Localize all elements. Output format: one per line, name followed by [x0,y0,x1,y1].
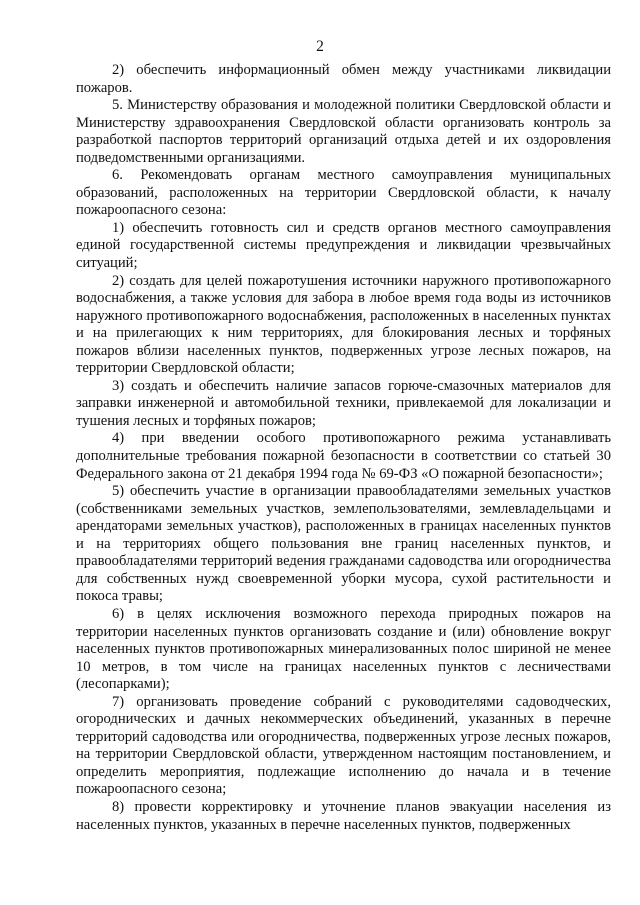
paragraph-item-8: 8) провести корректировку и уточнение планов эвакуации населения из населенных пунктов, указанных в перечне населенных пунктов, подверженных [76,798,611,833]
page-number: 2 [316,38,324,55]
paragraph-item-5: 5) обеспечить участие в организации правообладателями земельных участков (собственниками земельных участков, землепользователями, землевладельцами и арендаторами земельных участков), расположенных в границах населенных пунктов и на территориях общего пользования вне границ населенных пунктов, и правообладателями территорий ведения гражданами садоводства или огородничества для собственных нужд своевременной уборки мусора, сухой растительности и покоса травы; [76,483,611,605]
paragraph-item-4: 4) при введении особого противопожарного режима устанавливать дополнительные требования пожарной безопасности в соответствии со статьей 30 Федерального закона от 21 декабря 1994 года № 69-ФЗ «О пожарной безопасности»; [76,430,611,482]
document-body [76,62,611,834]
paragraph-section-6: 6. Рекомендовать органам местного самоуправления муниципальных образований, расположенных на территории Свердловской области, к началу пожароопасного сезона: [76,167,611,219]
paragraph-item-7: 7) организовать проведение собраний с руководителями садоводческих, огороднических и дачных некоммерческих объединений, указанных в перечне территорий садоводства или огородничества, подверженных угрозе лесных пожаров, на территории Свердловской области, утвержденном настоящим постановлением, и определить мероприятия, подлежащие исполнению до начала и в течение пожароопасного сезона; [76,693,611,798]
paragraph-item-3: 3) создать и обеспечить наличие запасов горюче-смазочных материалов для заправки инженерной и автомобильной техники, привлекаемой для локализации и тушения лесных и торфяных пожаров; [76,377,611,429]
paragraph-section-5: 5. Министерству образования и молодежной политики Свердловской области и Министерству здравоохранения Свердловской области организовать контроль за разработкой паспортов территорий организаций отдыха детей и их оздоровления подведомственными организациями. [76,97,611,166]
paragraph-item-2: 2) обеспечить информационный обмен между участниками ликвидации пожаров. [76,62,611,96]
paragraph-item-2-water: 2) создать для целей пожаротушения источники наружного противопожарного водоснабжения, а также условия для забора в любое время года воды из источников наружного противопожарного водоснабжения, расположенных в населенных пунктах и на прилегающих к ним территориях, для блокирования лесных и торфяных пожаров вблизи населенных пунктов, подверженных угрозе лесных пожаров, на территории Свердловской области; [76,272,611,377]
paragraph-item-6: 6) в целях исключения возможного перехода природных пожаров на территории населенных пунктов организовать создание и (или) обновление вокруг населенных пунктов противопожарных минерализованных полос шириной не менее 10 метров, в том числе на границах населенных пунктов с лесничествами (лесопарками); [76,605,611,693]
paragraph-item-1: 1) обеспечить готовность сил и средств органов местного самоуправления единой государственной системы предупреждения и ликвидации чрезвычайных ситуаций; [76,219,611,272]
